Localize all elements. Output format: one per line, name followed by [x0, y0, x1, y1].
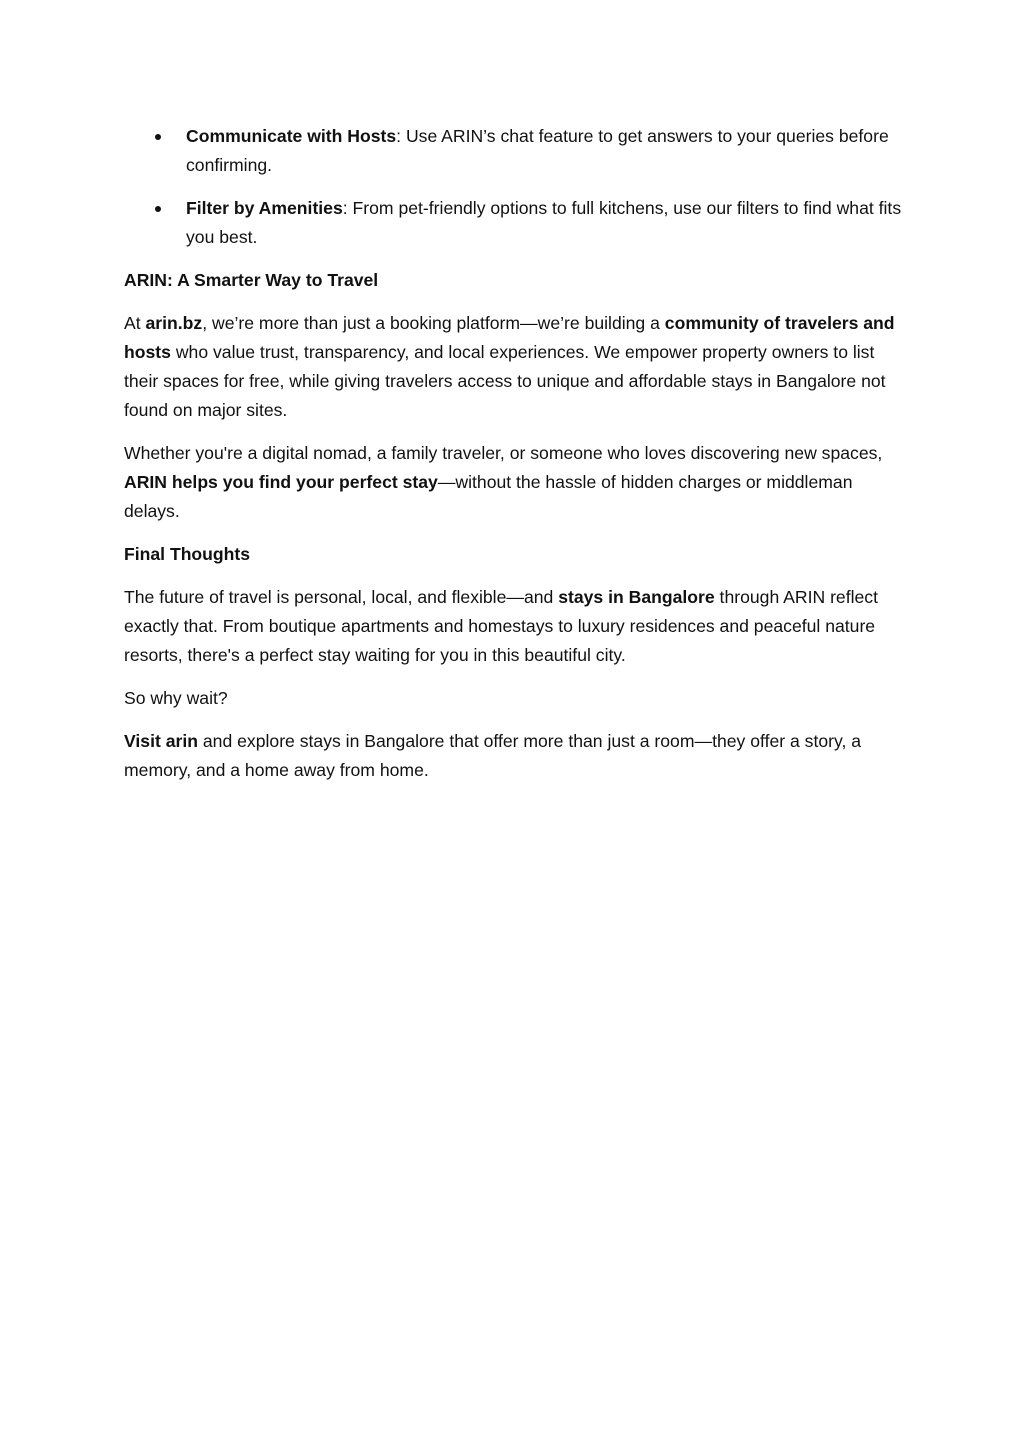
bullet-text: : Use ARIN’s chat feature to get answers to your queries before confirming.: [186, 126, 889, 175]
text-run: who value trust, transparency, and local experiences. We empower property owners to list their spaces for free, while giving travelers access to unique and affordable stays in Bangalore not found on major sites.: [124, 342, 886, 420]
text-run: At: [124, 313, 146, 333]
text-run: Whether you're a digital nomad, a family traveler, or someone who loves discovering new spaces,: [124, 443, 883, 463]
bold-run: ARIN helps you find your perfect stay: [124, 472, 438, 492]
paragraph-why-wait: So why wait?: [124, 688, 228, 708]
section-heading-final-thoughts: Final Thoughts: [124, 544, 251, 564]
text-run: through ARIN reflect exactly that. From boutique apartments and homestays to luxury residences and peaceful nature resorts, there's a perfect stay waiting for you in this beautiful city.: [124, 587, 878, 665]
tips-bullet-list: [124, 122, 906, 252]
list-item: [124, 194, 906, 252]
bullet-icon: [155, 206, 161, 212]
bold-run: stays in Bangalore: [558, 587, 715, 607]
paragraph-future-of-travel: [124, 583, 906, 670]
paragraph-visit-arin: [124, 727, 906, 785]
bullet-text: : From pet-friendly options to full kitchens, use our filters to find what fits you best.: [186, 198, 902, 247]
text-run: The future of travel is personal, local, and flexible—and: [124, 587, 559, 607]
text-run: —without the hassle of hidden charges or middleman delays.: [124, 472, 853, 521]
document-page: [124, 122, 906, 799]
section-heading-smarter-way: ARIN: A Smarter Way to Travel: [124, 270, 379, 290]
list-item: [124, 122, 906, 180]
paragraph-about-arin: [124, 309, 906, 425]
paragraph-whether: [124, 439, 906, 526]
bold-run: community of travelers and hosts: [124, 313, 895, 362]
text-run: , we’re more than just a booking platform—we’re building a: [202, 313, 665, 333]
bold-run: arin.bz: [145, 313, 203, 333]
bullet-title: Filter by Amenities: [186, 198, 343, 218]
bullet-icon: [155, 134, 161, 140]
bullet-title: Communicate with Hosts: [186, 126, 397, 146]
bold-run: Visit arin: [124, 731, 198, 751]
text-run: and explore stays in Bangalore that offer more than just a room—they offer a story, a memory, and a home away from home.: [124, 731, 862, 780]
